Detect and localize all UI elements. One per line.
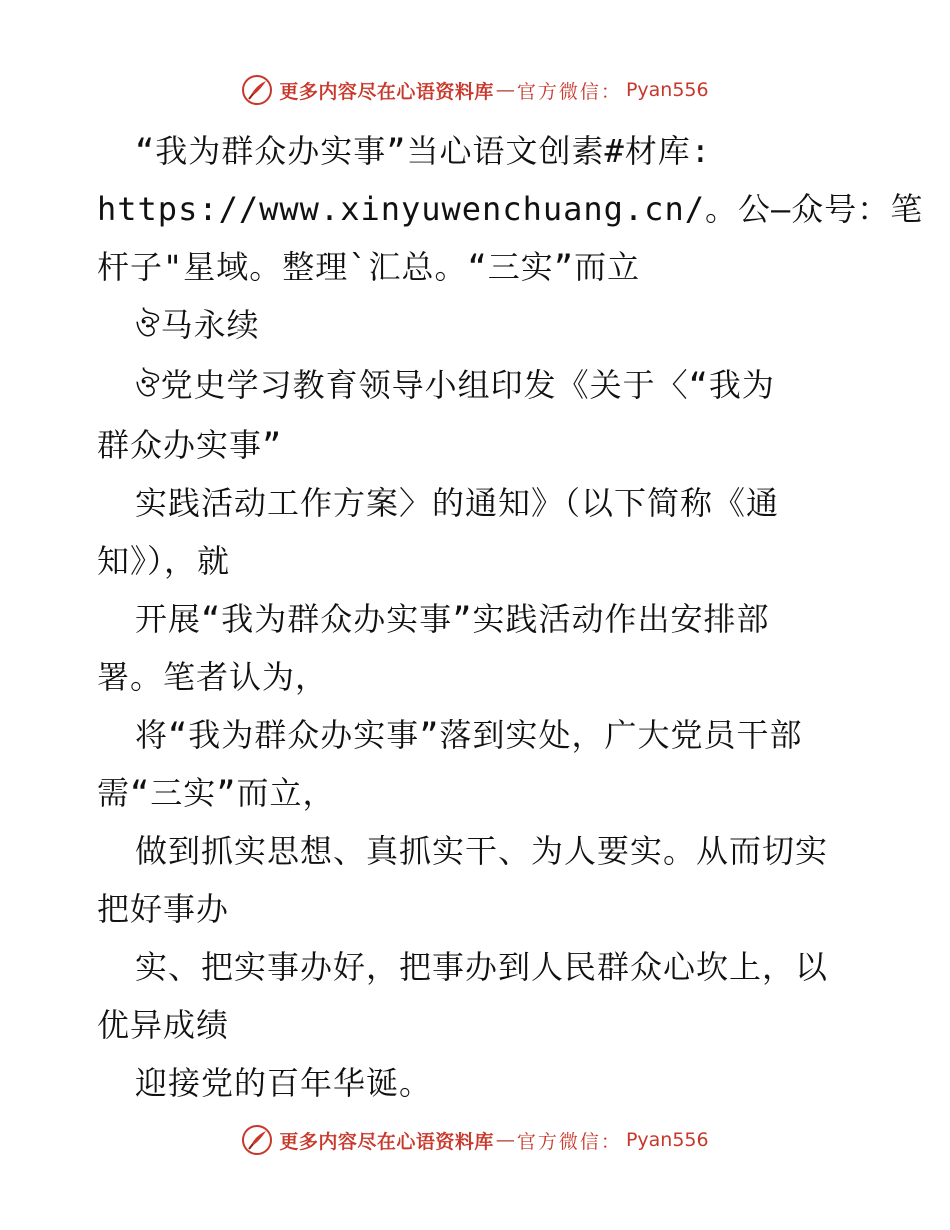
- banner-wechat-id: Pyan556: [625, 1129, 709, 1151]
- banner-main-text: 更多内容尽在心语资料库: [279, 1130, 494, 1153]
- author-name: 马永续: [160, 306, 260, 344]
- banner-wechat-id: Pyan556: [625, 79, 709, 101]
- banner-label: 官方微信：: [516, 80, 622, 103]
- doc-line-author: [97, 296, 877, 356]
- quill-logo-icon: [241, 74, 273, 106]
- doc-line: [97, 356, 877, 416]
- banner-separator: —: [495, 1129, 515, 1151]
- doc-line: “我为群众办实事”当心语文创素#材库:: [135, 132, 712, 170]
- footer-banner: [0, 1120, 950, 1160]
- doc-line: 优异成绩: [97, 1006, 230, 1044]
- doc-line: 实践活动工作方案〉的通知》（以下简称《通: [135, 484, 780, 522]
- doc-line: 需“三实”而立，: [97, 774, 336, 812]
- doc-line: 将“我为群众办实事”落到实处，广大党员干部: [135, 716, 803, 754]
- doc-line: 知》），就: [97, 542, 231, 580]
- header-banner: [0, 70, 950, 110]
- document-body: [97, 122, 924, 1112]
- doc-line-text: 党史学习教育领导小组印发《关于〈“我为: [160, 366, 775, 404]
- banner-label: 官方微信：: [516, 1130, 622, 1153]
- banner-separator: —: [495, 79, 515, 101]
- doc-line: 署。笔者认为，: [97, 658, 329, 696]
- swirl-bullet-icon: ঔ: [135, 309, 161, 344]
- doc-line: 做到抓实思想、真抓实干、为人要实。从而切实: [135, 832, 829, 870]
- doc-line: 实、把实事办好，把事办到人民群众心坎上，以: [135, 948, 829, 986]
- banner-main-text: 更多内容尽在心语资料库: [279, 80, 494, 103]
- swirl-bullet-icon: ঔ: [135, 369, 161, 404]
- doc-line: 杆子"星域。整理`汇总。“三实”而立: [97, 248, 641, 286]
- doc-line: https://www.xinyuwenchuang.cn/。公—众号：笔: [97, 190, 924, 228]
- quill-logo-icon: [241, 1124, 273, 1156]
- doc-line: 开展“我为群众办实事”实践活动作出安排部: [135, 600, 770, 638]
- doc-line: 把好事办: [97, 890, 230, 928]
- doc-line: 群众办实事”: [97, 426, 283, 464]
- doc-line: 迎接党的百年华诞。: [135, 1064, 433, 1102]
